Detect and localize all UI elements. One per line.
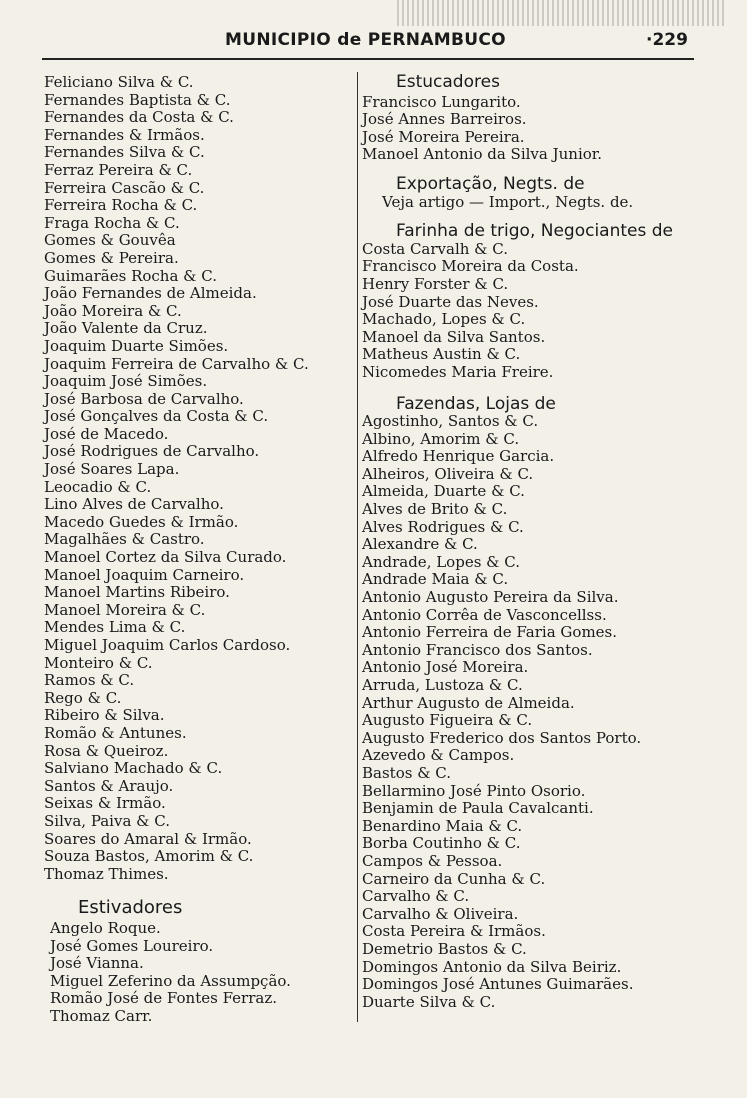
list-item: Costa Carvalh & C. <box>362 239 509 258</box>
list-item: Antonio Francisco dos Santos. <box>362 640 593 659</box>
list-item: Antonio Ferreira de Faria Gomes. <box>362 623 618 642</box>
list-item: José Moreira Pereira. <box>362 127 525 146</box>
list-item: Rego & C. <box>44 688 122 707</box>
list-item: José Vianna. <box>50 954 144 973</box>
list-item: Demetrio Bastos & C. <box>362 939 527 958</box>
section-heading-estucadores: Estucadores <box>396 72 500 92</box>
list-item: Nicomedes Maria Freire. <box>362 362 554 381</box>
list-item: Leocadio & C. <box>44 477 152 496</box>
print-noise <box>397 0 727 26</box>
list-item: Thomaz Carr. <box>50 1006 153 1025</box>
list-item: Machado, Lopes & C. <box>362 310 526 329</box>
list-item: Antonio Augusto Pereira da Silva. <box>362 588 619 607</box>
list-item: José Barbosa de Carvalho. <box>44 389 244 408</box>
list-item: Magalhães & Castro. <box>44 530 205 549</box>
right-column <box>362 74 702 1011</box>
list-item: Andrade, Lopes & C. <box>362 552 520 571</box>
list-item: José de Macedo. <box>44 424 169 443</box>
list-item: José Rodrigues de Carvalho. <box>44 442 260 461</box>
list-item: Francisco Moreira da Costa. <box>362 257 579 276</box>
list-item: Gomes & Pereira. <box>44 248 179 267</box>
list-item: Antonio José Moreira. <box>362 658 529 677</box>
list-item: Manoel da Silva Santos. <box>362 327 546 346</box>
list-item: Fernandes & Irmãos. <box>44 125 205 144</box>
list-item: Fernandes Silva & C. <box>44 143 205 162</box>
farinha-list <box>362 241 702 382</box>
list-item: Thomaz Thimes. <box>44 864 169 883</box>
list-item: José Annes Barreiros. <box>362 110 527 129</box>
list-item: Azevedo & Campos. <box>362 746 515 765</box>
list-item: Bastos & C. <box>362 763 452 782</box>
list-item: Feliciano Silva & C. <box>44 73 194 91</box>
list-item: Alfredo Henrique Garcia. <box>362 447 555 466</box>
list-item: Alexandre & C. <box>362 535 478 554</box>
list-item: Ribeiro & Silva. <box>44 706 165 725</box>
list-item: Lino Alves de Carvalho. <box>44 495 224 514</box>
list-item: Francisco Lungarito. <box>362 92 521 111</box>
list-item: Ferreira Cascão & C. <box>44 178 205 197</box>
list-item: Arthur Augusto de Almeida. <box>362 693 575 712</box>
list-item: Joaquim Duarte Simões. <box>44 336 229 355</box>
list-item: Alves Rodrigues & C. <box>362 517 524 536</box>
list-item: Fernandes Baptista & C. <box>44 90 231 109</box>
column-divider <box>357 72 358 1022</box>
section-heading-fazendas: Fazendas, Lojas de <box>396 393 556 414</box>
list-item: Miguel Joaquim Carlos Cardoso. <box>44 636 291 654</box>
list-item: Manoel Antonio da Silva Junior. <box>362 145 603 164</box>
list-item: Ferreira Rocha & C. <box>44 196 198 215</box>
left-column <box>44 74 349 1025</box>
list-item: Almeida, Duarte & C. <box>362 482 525 501</box>
list-item: Alves de Brito & C. <box>362 500 508 519</box>
list-item: Duarte Silva & C. <box>362 992 496 1011</box>
list-item: Campos & Pessoa. <box>362 851 503 870</box>
estucadores-list <box>362 94 702 164</box>
list-item: José Gomes Loureiro. <box>50 936 214 955</box>
list-item: Augusto Figueira & C. <box>362 711 533 730</box>
list-item: Seixas & Irmão. <box>44 794 166 813</box>
list-item: Carvalho & C. <box>362 887 470 906</box>
list-item: Agostinho, Santos & C. <box>362 412 539 431</box>
page-header <box>0 28 747 58</box>
list-item: Alheiros, Oliveira & C. <box>362 464 534 483</box>
list-item: Macedo Guedes & Irmão. <box>44 512 239 531</box>
list-item: Miguel Zeferino da Assumpção. <box>50 971 291 990</box>
list-item: Benjamin de Paula Cavalcanti. <box>362 799 594 818</box>
list-item: José Soares Lapa. <box>44 460 180 479</box>
list-item: Manoel Moreira & C. <box>44 600 206 619</box>
list-item: João Moreira & C. <box>44 301 182 320</box>
list-item: Albino, Amorim & C. <box>362 429 520 448</box>
list-item: Domingos Antonio da Silva Beiriz. <box>362 957 622 976</box>
list-item: João Valente da Cruz. <box>44 319 208 338</box>
list-item: Ramos & C. <box>44 671 135 690</box>
list-item: Ferraz Pereira & C. <box>44 160 193 179</box>
list-item: Rosa & Queiroz. <box>44 741 169 760</box>
list-item: Andrade Maia & C. <box>362 570 509 589</box>
list-item: Costa Pereira & Irmãos. <box>362 922 546 941</box>
list-item: Fraga Rocha & C. <box>44 213 180 232</box>
list-item: Gomes & Gouvêa <box>44 231 176 250</box>
list-item: Soares do Amaral & Irmão. <box>44 829 252 848</box>
list-item: Bellarmino José Pinto Osorio. <box>362 781 586 800</box>
list-item: José Gonçalves da Costa & C. <box>44 407 269 426</box>
list-item: João Fernandes de Almeida. <box>44 284 257 303</box>
list-item: Angelo Roque. <box>50 918 161 937</box>
list-item: Manoel Cortez da Silva Curado. <box>44 548 287 567</box>
list-item: Augusto Frederico dos Santos Porto. <box>362 728 642 747</box>
list-item: Silva, Paiva & C. <box>44 811 170 830</box>
estivadores-list <box>44 920 349 1026</box>
list-item: Benardino Maia & C. <box>362 816 523 835</box>
page-title: MUNICIPIO de PERNAMBUCO <box>225 30 506 50</box>
list-item: Manoel Martins Ribeiro. <box>44 583 230 602</box>
list-item: Henry Forster & C. <box>362 274 509 293</box>
list-item: Souza Bastos, Amorim & C. <box>44 847 254 866</box>
list-item: Carvalho & Oliveira. <box>362 904 519 923</box>
section-heading-estivadores: Estivadores <box>78 897 183 919</box>
list-item: Romão José de Fontes Ferraz. <box>50 989 277 1008</box>
list-item: Mendes Lima & C. <box>44 618 186 637</box>
list-item: Manoel Joaquim Carneiro. <box>44 565 245 584</box>
list-item: José Duarte das Neves. <box>362 292 539 311</box>
list-item: Antonio Corrêa de Vasconcellss. <box>362 605 607 624</box>
list-item: Monteiro & C. <box>44 653 153 672</box>
section-heading-farinha: Farinha de trigo, Negociantes de <box>396 221 674 242</box>
list-item: Santos & Araujo. <box>44 776 174 795</box>
fazendas-list <box>362 413 702 1011</box>
exportacao-note: Veja artigo — Import., Negts. de. <box>382 192 634 211</box>
list-item: Joaquim Ferreira de Carvalho & C. <box>44 354 309 373</box>
header-rule <box>42 58 694 60</box>
list-item: Domingos José Antunes Guimarães. <box>362 975 634 994</box>
section-heading-exportacao: Exportação, Negts. de <box>396 173 585 194</box>
list-item: Fernandes da Costa & C. <box>44 108 234 127</box>
list-item: Matheus Austin & C. <box>362 345 521 364</box>
list-item: Joaquim José Simões. <box>44 372 208 391</box>
list-item: Carneiro da Cunha & C. <box>362 869 546 888</box>
list-item: Borba Coutinho & C. <box>362 834 521 853</box>
list-item: Arruda, Lustoza & C. <box>362 676 523 694</box>
page-number: ·229 <box>646 30 688 50</box>
list-item: Romão & Antunes. <box>44 723 187 742</box>
list-item: Salviano Machado & C. <box>44 759 223 778</box>
list-item: Guimarães Rocha & C. <box>44 266 217 285</box>
left-list <box>44 74 349 883</box>
